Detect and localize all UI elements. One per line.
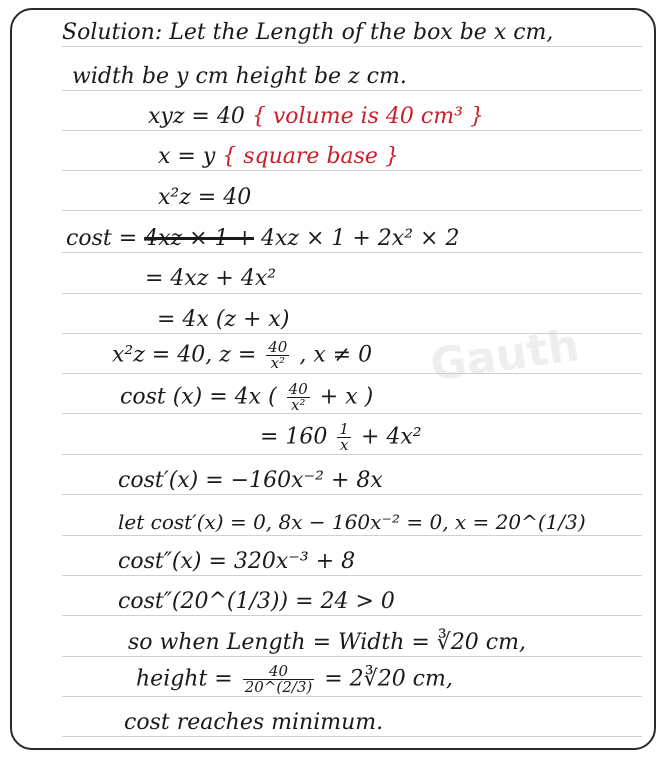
second-derivative: cost″(x) = 320x⁻³ + 8 xyxy=(118,549,356,574)
ruled-line xyxy=(62,373,642,374)
ruled-line xyxy=(62,293,642,294)
equation: xyz = 40 xyxy=(148,104,245,129)
numerator: 1 xyxy=(339,420,349,438)
conclusion-dimensions: so when Length = Width = ∛20 cm, xyxy=(128,630,526,655)
cost-rhs: 4xz × 1 + 2x² × 2 xyxy=(260,226,460,251)
ruled-line xyxy=(62,535,642,536)
text-line-7: = 4xz + 4x² xyxy=(145,266,277,291)
second-derivative-test: cost″(20^(1/3)) = 24 > 0 xyxy=(118,589,395,614)
denominator: x² xyxy=(290,396,306,414)
text-line-1: Solution: Let the Length of the box be x cm, xyxy=(62,20,554,45)
ruled-line xyxy=(62,575,642,576)
fraction xyxy=(266,340,289,371)
cost-expanded xyxy=(260,422,422,453)
text-line-8: = 4x (z + x) xyxy=(157,307,290,332)
ruled-line xyxy=(62,90,642,91)
square-base-note: { square base } xyxy=(222,144,399,169)
z-substitution xyxy=(112,340,372,371)
ruled-line xyxy=(62,333,642,334)
volume-equation xyxy=(148,104,484,130)
equation: + x ) xyxy=(319,384,374,410)
text-line-5: x²z = 40 xyxy=(158,185,252,210)
equation: height = xyxy=(136,666,233,692)
fraction xyxy=(243,664,315,695)
cost-equation xyxy=(66,226,459,252)
denominator: x xyxy=(339,436,349,454)
numerator: 40 xyxy=(268,338,288,356)
fraction xyxy=(337,422,351,453)
equation: cost (x) = 4x ( xyxy=(120,384,277,410)
cost-function xyxy=(120,382,373,413)
denominator: 20^(2/3) xyxy=(244,678,313,696)
equation: = 2∛20 cm, xyxy=(324,666,453,692)
ruled-line xyxy=(62,210,642,211)
critical-point: let cost′(x) = 0, 8x − 160x⁻² = 0, x = 20^(1/3) xyxy=(118,510,586,534)
conclusion-minimum: cost reaches minimum. xyxy=(124,710,384,735)
ruled-line xyxy=(62,252,642,253)
first-derivative: cost′(x) = −160x⁻² + 8x xyxy=(118,468,383,493)
square-base-equation xyxy=(158,144,399,170)
equation: x²z = 40, xyxy=(112,342,213,368)
ruled-line xyxy=(62,130,642,131)
denominator: x² xyxy=(270,354,286,372)
ruled-line xyxy=(62,656,642,657)
ruled-line xyxy=(62,494,642,495)
crossed-out-term: 4xz × 1 + xyxy=(144,226,254,251)
numerator: 40 xyxy=(288,380,308,398)
numerator: 40 xyxy=(243,664,315,680)
ruled-line xyxy=(62,696,642,697)
watermark: Gauth xyxy=(427,319,583,392)
equation: z = xyxy=(219,342,257,368)
ruled-line xyxy=(62,454,642,455)
fraction xyxy=(287,382,310,413)
volume-note: { volume is 40 cm³ } xyxy=(251,104,484,129)
condition: , x ≠ 0 xyxy=(299,342,373,368)
cost-lhs: cost = xyxy=(66,226,138,251)
equation: + 4x² xyxy=(360,424,422,450)
height-result xyxy=(136,664,453,695)
equation: x = y xyxy=(158,144,216,169)
ruled-line xyxy=(62,736,642,737)
ruled-line xyxy=(62,413,642,414)
ruled-line xyxy=(62,615,642,616)
ruled-line xyxy=(62,170,642,171)
equation: = 160 xyxy=(260,424,328,450)
ruled-line xyxy=(62,46,642,47)
text-line-2: width be y cm height be z cm. xyxy=(72,64,407,89)
